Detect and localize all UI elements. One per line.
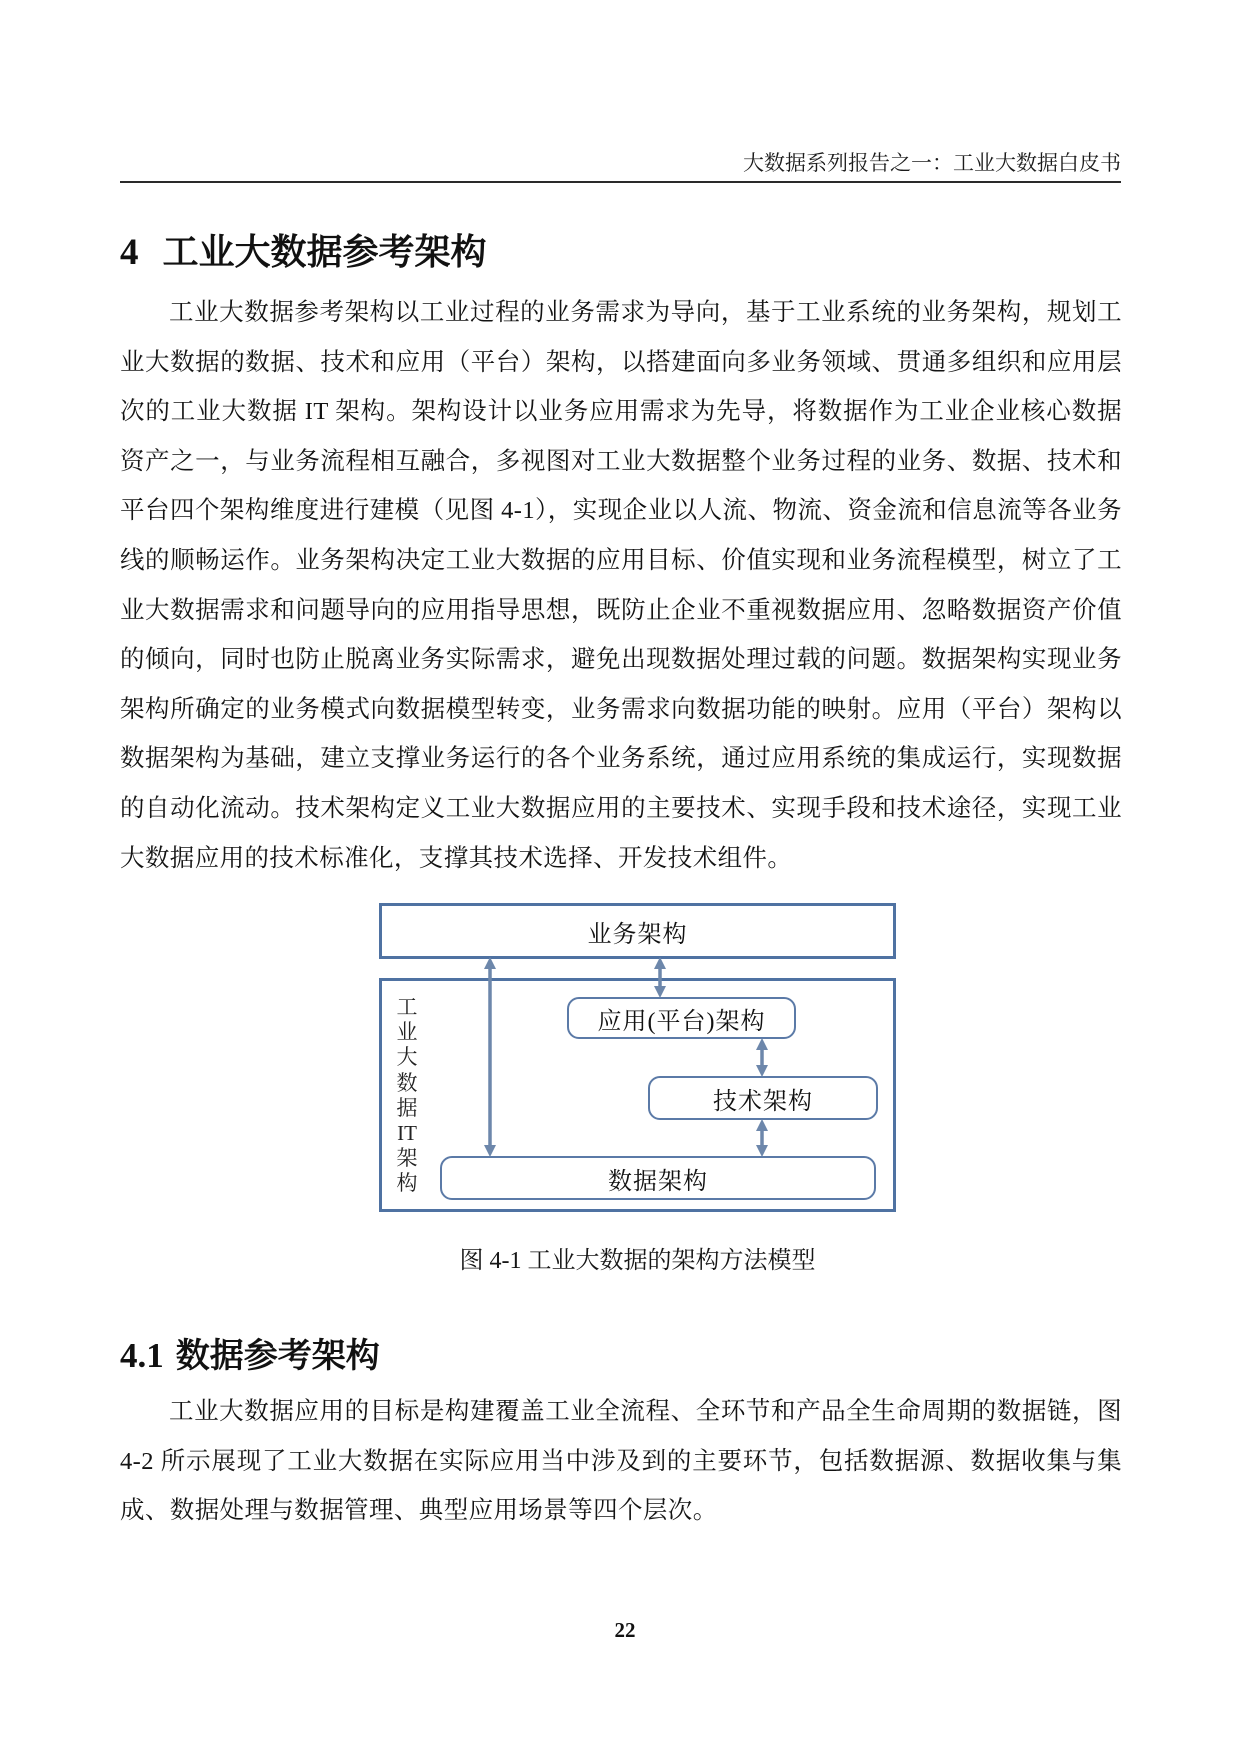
it-architecture-side-label: 工 业 大 数 据 IT 架 构 [396,995,418,1196]
connector-arrows [379,903,896,1212]
section-title: 工业大数据参考架构 [162,231,487,272]
header-text: 大数据系列报告之一：工业大数据白皮书 [743,151,1121,175]
subsection-heading [120,1328,380,1377]
arrowhead-up [756,1119,768,1131]
section-number: 4 [120,232,139,273]
arrowhead-down [756,1145,768,1157]
application-platform-architecture-label: 应用(平台)架构 [597,1008,766,1035]
arrowhead-down [756,1065,768,1077]
business-architecture-label: 业务架构 [587,921,688,948]
page-header [120,150,1121,183]
subsection-title: 数据参考架构 [175,1337,380,1375]
arrowhead-down [484,1145,496,1157]
figure-caption: 图 4-1 工业大数据的架构方法模型 [459,1248,816,1274]
technology-architecture-label: 技术架构 [713,1088,813,1115]
arrowhead-up [756,1038,768,1050]
arrowhead-up [654,957,666,969]
section-paragraph: 工业大数据参考架构以工业过程的业务需求为导向，基于工业系统的业务架构，规划工业大数据的数据、技术和应用（平台）架构，以搭建面向多业务领域、贯通多组织和应用层次的工业大数据 IT 架构。架构设计以业务应用需求为先导，将数据作为工业企业核心数据资产之一，与业务流程相互融合，多视图对工业大数据整个业务过程的业务、数据、技术和平台四个架构维度进行建模（见图 4-1），实现企业以人流、物流、资金流和信息流等各业务线的顺畅运作。业务架构决定工业大数据的应用目标、价值实现和业务流程模型，树立了工业大数据需求和问题导向的应用指导思想，既防止企业不重视数据应用、忽略数据资产价值的倾向，同时也防止脱离业务实际需求，避免出现数据处理过载的问题。数据架构实现业务架构所确定的业务模式向数据模型转变，业务需求向数据功能的映射。应用（平台）架构以数据架构为基础，建立支撑业务运行的各个业务系统，通过应用系统的集成运行，实现数据的自动化流动。技术架构定义工业大数据应用的主要技术、实现手段和技术途径，实现工业大数据应用的技术标准化，支撑其技术选择、开发技术组件。 [120,299,1122,872]
subsection-number: 4.1 [120,1336,164,1375]
page-number: 22 [614,1618,636,1642]
arrowhead-down [654,986,666,998]
architecture-method-diagram [379,903,896,1212]
arrowhead-up [484,957,496,969]
data-architecture-label: 数据架构 [608,1168,708,1195]
subsection-paragraph: 工业大数据应用的目标是构建覆盖工业全流程、全环节和产品全生命周期的数据链，图 4-2 所示展现了工业大数据在实际应用当中涉及到的主要环节，包括数据源、数据收集与集成、数据处理与数据管理、典型应用场景等四个层次。 [120,1398,1122,1525]
section-heading [120,224,487,275]
